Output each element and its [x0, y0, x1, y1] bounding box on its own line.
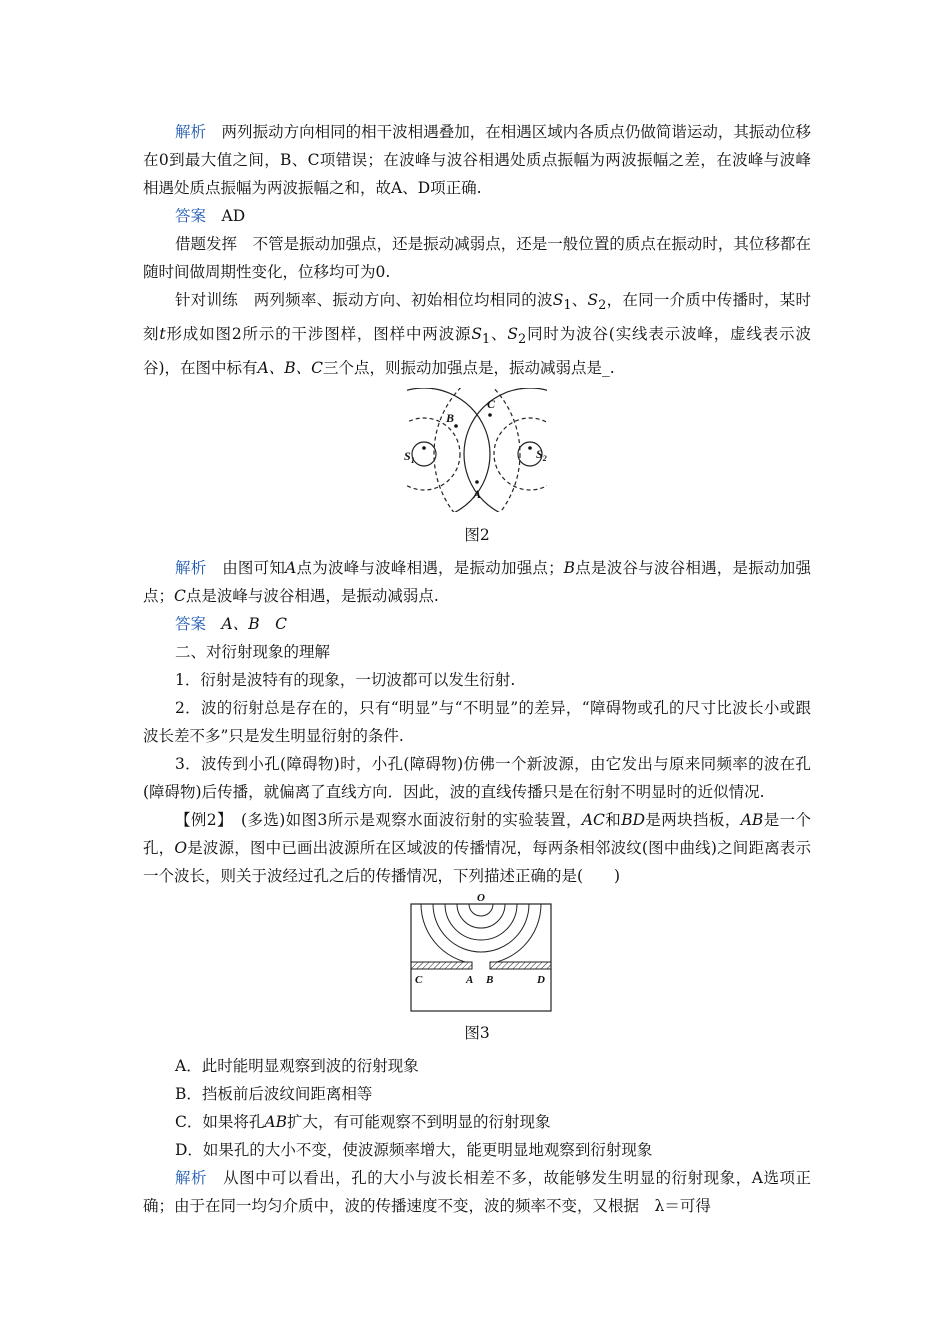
option-c: C．如果将孔AB扩大，有可能观察不到明显的衍射现象 — [175, 1113, 551, 1132]
section-heading: 二、对衍射现象的理解 — [175, 643, 331, 662]
label-s1: $S_1$ — [404, 449, 415, 466]
label-o: O — [477, 892, 485, 905]
section-item-1: 1．衍射是波特有的现象，一切波都可以发生衍射. — [175, 671, 516, 690]
option-d: D．如果孔的大小不变，使波源频率增大，能更明显地观察到衍射现象 — [175, 1141, 653, 1160]
barrier-bd — [490, 962, 551, 969]
answer-2: 答案 A、B C — [175, 615, 287, 634]
answer-label: 答案 — [175, 615, 207, 634]
label-b: B — [486, 974, 494, 987]
label-c: C — [415, 974, 423, 987]
diffraction-diagram — [397, 892, 557, 1014]
solution-paragraph-1: 解析 两列振动方向相同的相干波相遇叠加，在相遇区域内各质点仍做简谐运动，其振动位移在0到最大值之间，B、C项错误；在波峰与波谷相遇处质点振幅为两波振幅之差，在波峰与波峰相遇处质点振幅为两波振幅之和，故A、D项正确. — [143, 123, 811, 197]
example-tag: 【例2】 — [175, 811, 226, 830]
solution-label: 解析 — [175, 123, 207, 141]
solution-label: 解析 — [175, 559, 207, 578]
practice-paragraph: 针对训练 两列频率、振动方向、初始相位均相同的波$S_1$、$S_2$，在同一介质中传播时，某时刻t形成如图2所示的干涉图样，图样中两波源$S_1$、$S_2$同时为波谷(实线表示波峰，虚线表示波谷)，在图中标有A、B、C三个点，则振动加强点是，振动减弱点是_. — [143, 291, 811, 378]
solution-paragraph-3: 解析 从图中可以看出，孔的大小与波长相差不多，故能够发生明显的衍射现象，A选项正确；由于在同一均匀介质中，波的传播速度不变，波的频率不变，又根据 λ＝可得 — [143, 1169, 811, 1216]
solution-label: 解析 — [175, 1169, 208, 1188]
label-c: C — [487, 397, 496, 412]
tip-label: 借题发挥 — [175, 235, 238, 253]
section-item-3: 3．波传到小孔(障碍物)时，小孔(障碍物)仿佛一个新波源，由它发出与原来同频率的波在孔(障碍物)后传播，就偏离了直线方向．因此，波的直线传播只是在衍射不明显时的近似情况. — [143, 755, 811, 802]
label-a: A — [466, 974, 474, 987]
practice-label: 针对训练 — [175, 291, 238, 309]
point-c — [488, 413, 492, 417]
point-a — [475, 480, 479, 484]
option-a: A．此时能明显观察到波的衍射现象 — [175, 1057, 419, 1076]
interference-diagram — [402, 386, 552, 516]
example-2: 【例2】 (多选)如图3所示是观察水面波衍射的实验装置，AC和BD是两块挡板，AB是一个孔，O是波源，图中已画出波源所在区域波的传播情况，每两条相邻波纹(图中曲线)之间距离表示一个波长，则关于波经过孔之后的传播情况，下列描述正确的是( ) — [143, 811, 811, 886]
document-page — [143, 118, 811, 1220]
figure-3-caption: 图3 — [464, 1024, 490, 1043]
label-s2: $S_2$ — [536, 447, 547, 464]
answer-label: 答案 — [175, 207, 207, 225]
tip-paragraph: 借题发挥 不管是振动加强点，还是振动减弱点，还是一般位置的质点在振动时，其位移都在随时间做周期性变化，位移均可为0. — [143, 235, 811, 281]
label-a: A — [473, 487, 482, 502]
figure-2-caption: 图2 — [464, 526, 490, 545]
figure-2 — [143, 386, 811, 520]
point-s2 — [528, 446, 532, 450]
figure-3 — [143, 892, 811, 1018]
point-s1 — [422, 446, 426, 450]
label-b: B — [446, 411, 455, 426]
section-item-2: 2．波的衍射总是存在的，只有“明显”与“不明显”的差异，“障碍物或孔的尺寸比波长小或跟波长差不多”只是发生明显衍射的条件. — [143, 699, 811, 746]
point-b — [454, 424, 458, 428]
label-d: D — [537, 974, 545, 987]
option-b: B．挡板前后波纹间距离相等 — [175, 1085, 373, 1104]
barrier-ac — [411, 962, 472, 969]
answer-1: 答案 AD — [175, 207, 246, 225]
solution-paragraph-2: 解析 由图可知A点为波峰与波峰相遇，是振动加强点；B点是波谷与波谷相遇，是振动加强点；C点是波峰与波谷相遇，是振动减弱点. — [143, 559, 811, 606]
